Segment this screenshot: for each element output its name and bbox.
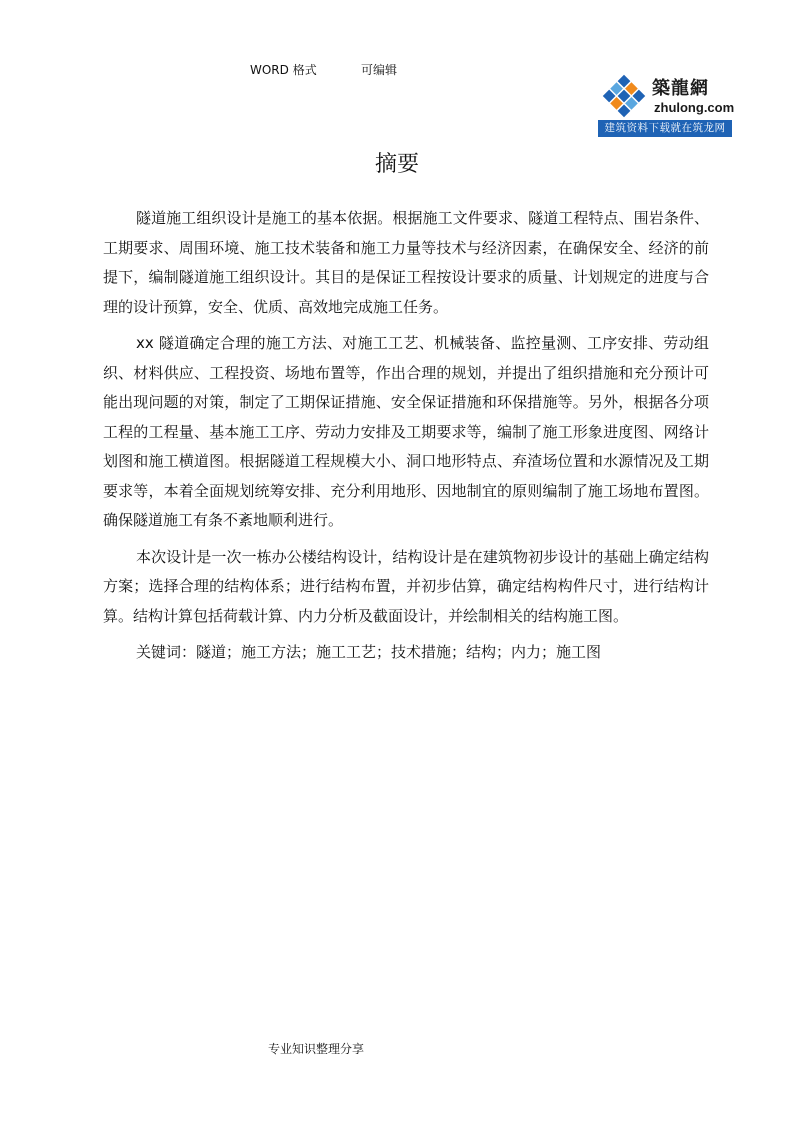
- logo-brand-en: zhulong.com: [654, 100, 735, 115]
- logo-tagline-banner: 建筑资料下载就在筑龙网: [598, 120, 732, 137]
- abstract-paragraph: 隧道施工组织设计是施工的基本依据。根据施工文件要求、隧道工程特点、围岩条件、工期要求、周围环境、施工技术装备和施工力量等技术与经济因素，在确保安全、经济的前提下，编制隧道施工组织设计。其目的是保证工程按设计要求的质量、计划规定的进度与合理的设计预算，安全、优质、高效地完成施工任务。: [103, 209, 709, 316]
- abstract-paragraph: xx 隧道确定合理的施工方法、对施工工艺、机械装备、监控量测、工序安排、劳动组织、材料供应、工程投资、场地布置等，作出合理的规划，并提出了组织措施和充分预计可能出现问题的对策，制定了工期保证措施、安全保证措施和环保措施等。另外，根据各分项工程的工程量、基本施工工序、劳动力安排及工期要求等，编制了施工形象进度图、网络计划图和施工横道图。根据隧道工程规模大小、洞口地形特点、弃渣场位置和水源情况及工期要求等，本着全面规划统筹安排、充分利用地形、因地制宜的原则编制了施工场地布置图。确保隧道施工有条不紊地顺利进行。: [103, 334, 709, 529]
- logo-brand-cn: 築龍網: [652, 78, 709, 99]
- keywords-line: 关键词：隧道；施工方法；施工工艺；技术措施；结构；内力；施工图: [136, 643, 602, 661]
- footer-text: 专业知识整理分享: [268, 1042, 365, 1056]
- abstract-paragraph: 本次设计是一次一栋办公楼结构设计，结构设计是在建筑物初步设计的基础上确定结构方案；选择合理的结构体系；进行结构布置，并初步估算，确定结构构件尺寸，进行结构计算。结构计算包括荷载计算、内力分析及截面设计，并绘制相关的结构施工图。: [103, 547, 709, 625]
- header-format-label: WORD 格式: [250, 63, 317, 77]
- document-title: 摘要: [374, 152, 419, 177]
- header-editable-label: 可编辑: [361, 63, 398, 77]
- zhulong-logo-icon: [602, 74, 646, 118]
- abstract-body: [103, 204, 709, 675]
- zhulong-logo: [598, 70, 735, 138]
